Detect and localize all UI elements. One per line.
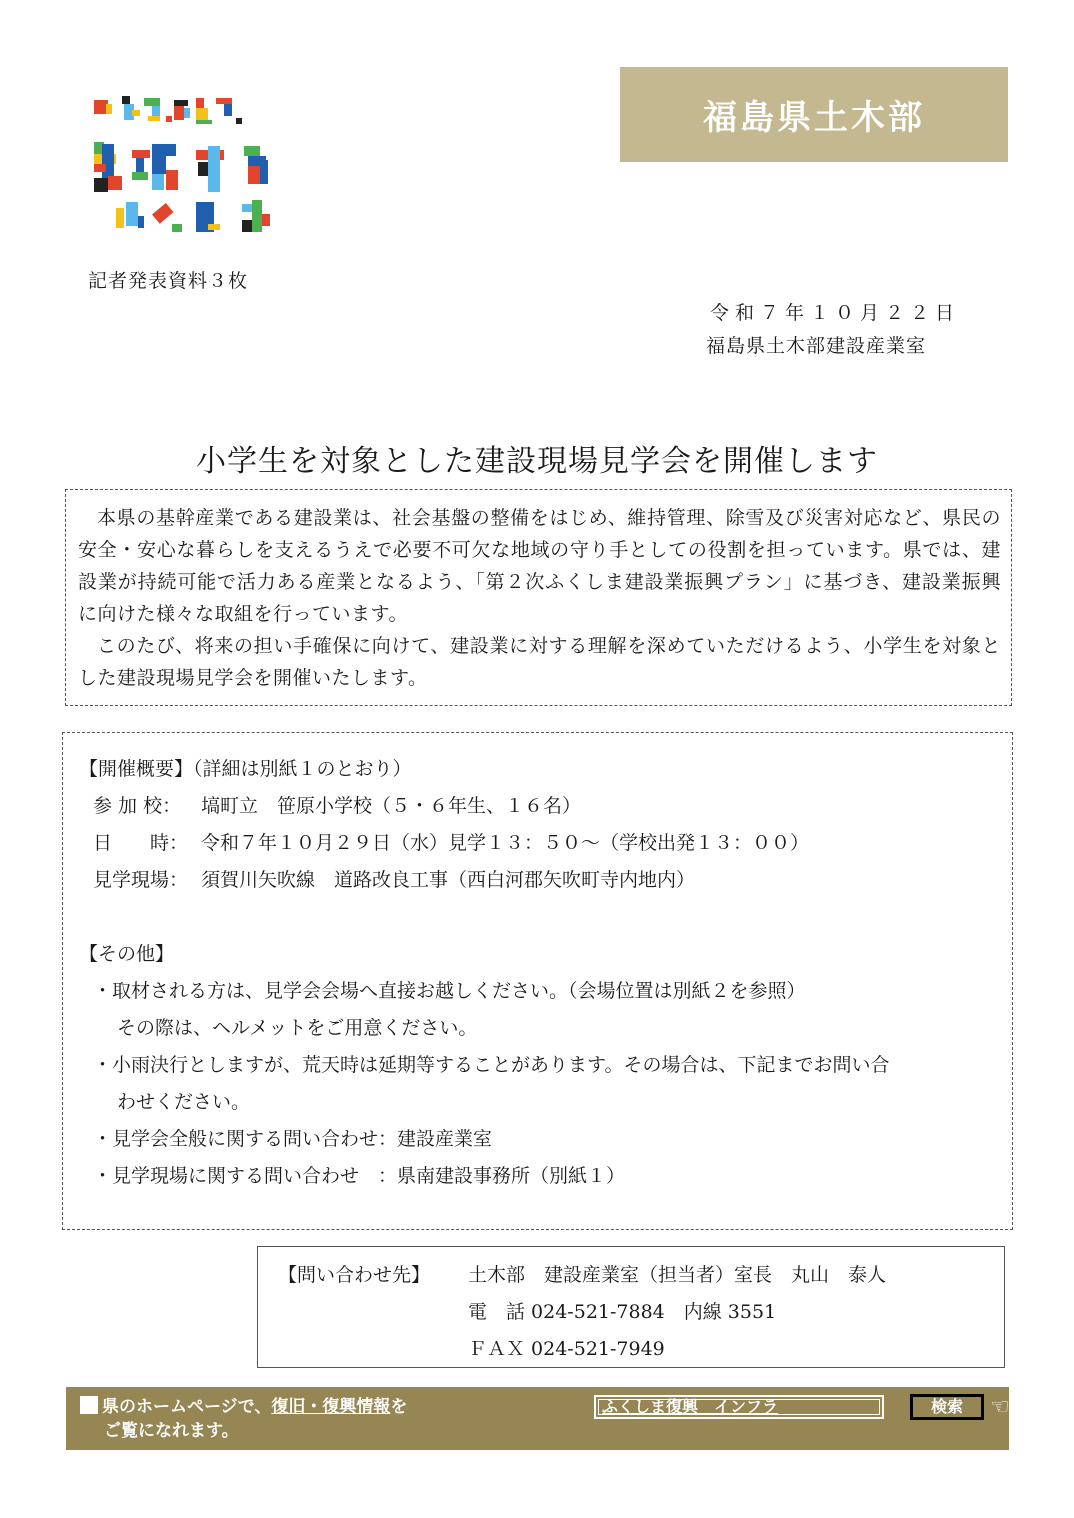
note-item: ・取材される方は、見学会会場へ直接お越しください。（会場位置は別紙２を参照） <box>93 980 806 1002</box>
contact-heading: 【問い合わせ先】 <box>278 1264 431 1286</box>
note-item: ・見学会全般に関する問い合わせ：建設産業室 <box>93 1128 493 1150</box>
search-button[interactable]: 検索 <box>910 1394 984 1420</box>
intro-paragraph: このたび、将来の担い手確保に向けて、建設業に対する理解を深めていただけるよう、小学生を対象とした建設現場見学会を開催いたします。 <box>78 635 1001 689</box>
detail-value: 塙町立 笹原小学校（５・６年生、１６名） <box>201 795 582 817</box>
search-input[interactable]: ふくしま復興 インフラ <box>594 1395 884 1419</box>
handout-count: 記者発表資料３枚 <box>88 270 249 292</box>
department-name: 福島県土木部 <box>703 98 925 138</box>
overview-heading: 【開催概要】（詳細は別紙１のとおり） <box>79 758 412 780</box>
pointing-hand-icon: ☜ <box>990 1395 1010 1420</box>
issuing-office: 福島県土木部建設産業室 <box>706 335 927 357</box>
note-item-continuation: その際は、ヘルメットをご用意ください。 <box>117 1017 478 1039</box>
homepage-footer <box>66 1387 1009 1450</box>
page-title: 小学生を対象とした建設現場見学会を開催します <box>196 444 878 479</box>
square-bullet-icon <box>80 1396 98 1414</box>
fukushima-logo <box>92 90 302 240</box>
contact-person: 土木部 建設産業室（担当者）室長 丸山 泰人 <box>468 1264 887 1286</box>
note-item-continuation: わせください。 <box>117 1091 251 1113</box>
footer-message: 県のホームページで、復旧・復興情報を ご覧になれます。 <box>80 1395 407 1443</box>
intro-paragraph: 本県の基幹産業である建設業は、社会基盤の整備をはじめ、維持管理、除雪及び災害対応など、県民の安全・安心な暮らしを支えるうえで必要不可欠な地域の守り手としての役割を担っています。県では、建設業が持続可能で活力ある産業となるよう、「第２次ふくしま建設業振興プラン」に基づき、建設業振興に向けた様々な取組を行っています。 <box>78 507 1001 625</box>
detail-label: 見学現場： <box>93 869 189 891</box>
contact-fax: ＦＡＸ 024-521-7949 <box>468 1338 665 1360</box>
recovery-info-link[interactable]: 復旧・復興情報 <box>271 1397 391 1417</box>
intro-box <box>65 489 1012 706</box>
release-date: 令和７年１０月２２日 <box>710 302 961 324</box>
detail-label: 参 加 校： <box>93 795 182 817</box>
contact-phone: 電 話 024-521-7884 内線 3551 <box>468 1301 777 1323</box>
note-item: ・小雨決行としますが、荒天時は延期等することがあります。その場合は、下記までお問い合 <box>93 1054 890 1076</box>
event-details-box <box>62 732 1013 1230</box>
detail-row-datetime <box>79 825 1002 862</box>
department-banner <box>620 67 1008 162</box>
logo-blocks-icon <box>92 90 302 240</box>
detail-value: 須賀川矢吹線 道路改良工事（西白河郡矢吹町寺内地内） <box>201 869 696 891</box>
detail-label: 日 時： <box>93 832 189 854</box>
detail-row-site <box>79 862 1002 899</box>
contact-box <box>257 1246 1005 1368</box>
detail-row-school <box>79 788 1002 825</box>
note-item: ・見学現場に関する問い合わせ ：県南建設事務所（別紙１） <box>93 1165 626 1187</box>
detail-value: 令和７年１０月２９日（水）見学１３：５０～（学校出発１３：００） <box>201 832 810 854</box>
other-heading: 【その他】 <box>79 943 175 965</box>
